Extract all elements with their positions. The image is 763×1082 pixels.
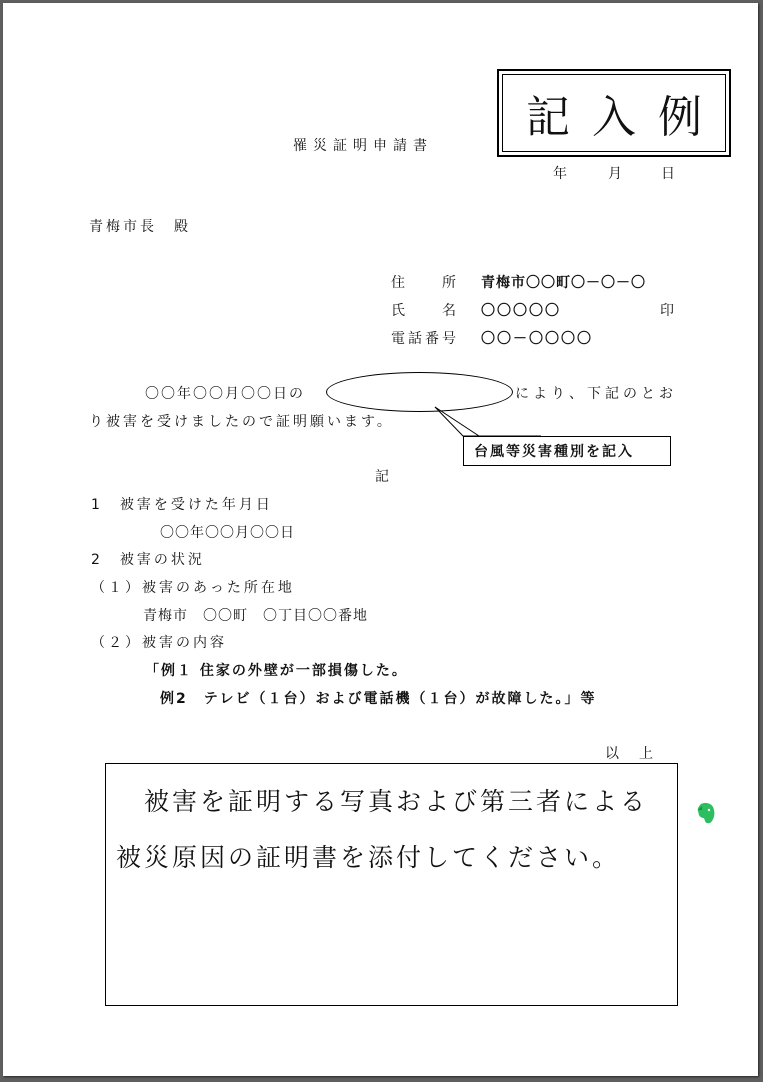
note-line1: 被害を証明する写真および第三者による [144, 787, 649, 816]
example-1: 「例１ 住家の外壁が一部損傷した。 [145, 663, 408, 679]
date-day: 日 [661, 166, 678, 182]
document-title: 罹災証明申請書 [293, 138, 433, 154]
callout-disaster-type: 台風等災害種別を記入 [463, 436, 671, 466]
item2-1-value: 青梅市 〇〇町 〇丁目〇〇番地 [143, 608, 368, 624]
item2-2-heading: （２）被害の内容 [91, 635, 227, 651]
seal-mark: 印 [660, 303, 677, 319]
document-page [3, 3, 758, 1076]
attachment-note-box [105, 763, 678, 1006]
address-label: 住 所 [391, 275, 459, 291]
note-line2: 被災原因の証明書を添付してください。 [116, 843, 621, 872]
item1-heading: 1 被害を受けた年月日 [91, 497, 273, 513]
request-line2: り被害を受けましたので証明願います。 [89, 414, 394, 430]
phone-label: 電話番号 [391, 331, 459, 347]
phone-value: 〇〇－〇〇〇〇 [481, 331, 593, 347]
name-label: 氏 名 [391, 303, 459, 319]
item1-value: 〇〇年〇〇月〇〇日 [160, 525, 295, 541]
request-line1-suffix: により、下記のとお [515, 386, 677, 402]
request-line1-prefix: 〇〇年〇〇月〇〇日の [145, 386, 305, 402]
item2-1-heading: （１）被害のあった所在地 [91, 580, 295, 596]
example-2: 例2 テレビ（１台）および電話機（１台）が故障した。」等 [160, 691, 597, 707]
address-value: 青梅市〇〇町〇－〇－〇 [481, 275, 646, 291]
callout-pointer [3, 3, 758, 473]
date-year: 年 [553, 166, 570, 182]
evernote-elephant-icon[interactable] [695, 801, 717, 825]
closing-mark: 以 上 [605, 746, 656, 762]
addressee: 青梅市長 殿 [89, 219, 191, 235]
date-month: 月 [608, 166, 625, 182]
name-value: 〇〇〇〇〇 [481, 303, 561, 319]
item2-heading: 2 被害の状況 [91, 552, 205, 568]
ki-heading: 記 [375, 469, 392, 485]
sample-stamp-text: 記入例 [502, 74, 726, 152]
